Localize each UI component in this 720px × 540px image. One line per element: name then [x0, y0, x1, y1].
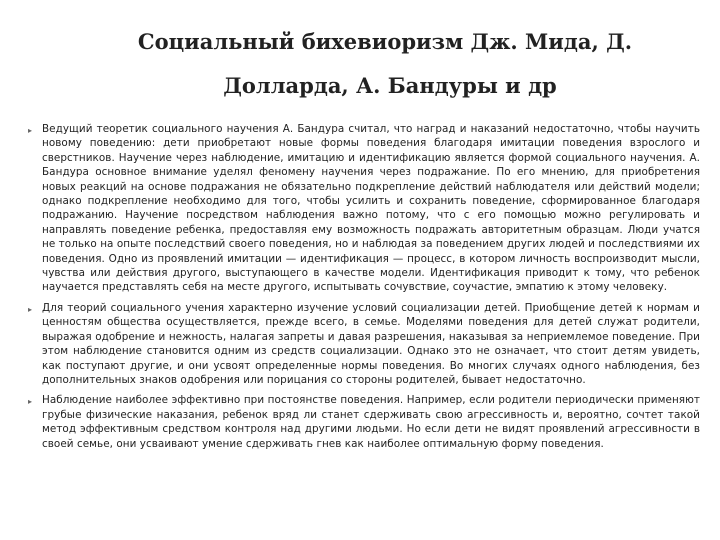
slide-title: [60, 20, 680, 108]
bullet-item: [28, 301, 700, 387]
bullet-item: [28, 122, 700, 295]
triangle-right-icon: ▸: [28, 126, 33, 135]
triangle-right-icon: ▸: [28, 397, 33, 407]
slide-title-line-2: Долларда, А. Бандуры и др: [223, 73, 557, 98]
bullet-text: Наблюдение наиболее эффективно при постоянстве поведения. Например, если родители периодически применяют грубые физические наказания, ребенок вряд ли станет сдерживать свою агрессивность и, вероятно, сочтет такой метод эффективным средством контроля над другими людьми. Но если дети не видят проявлений агрессивности в своей семье, они усваивают умение сдерживать гнев как наиболее оптимальную форму поведения.: [42, 394, 700, 450]
triangle-right-icon: ▸: [28, 304, 33, 314]
bullet-text: Ведущий теоретик социального научения А. Бандура считал, что наград и наказаний недостаточно, чтобы научить новому поведению: дети приобретают новые формы поведения благодаря имитации поведения взрослого и сверстников. Научение через наблюдение, имитацию и идентификацию является формой социального научения. А. Бандура основное внимание уделял феномену научения через подражание. По его мнению, для приобретения новых реакций на основе подражания не обязательно подкрепление действий наблюдателя или действий модели; однако подкрепление необходимо для того, чтобы усилить и сохранить поведение, сформированное благодаря подражанию. Научение посредством наблюдения важно потому, что с его помощью можно регулировать и направлять поведение ребенка, предоставляя ему возможность подражать авторитетным образцам. Люди учатся не только на опыте последствий своего поведения, но и наблюдая за поведением других людей и последствиями их поведения. Одно из проявлений имитации — идентификация — процесс, в котором личность воспроизводит мысли, чувства или действия другого, выступающего в качестве модели. Идентификация приводит к тому, что ребенок научается представлять себя на месте другого, испытывать сочувствие, соучастие, эмпатию к этому человеку.: [42, 123, 700, 294]
bullet-list: [28, 122, 700, 457]
slide-title-line-1: Социальный бихевиоризм Дж. Мида, Д.: [137, 29, 633, 54]
bullet-text: Для теорий социального учения характерно изучение условий социализации детей. Приобщение детей к нормам и ценностям общества осуществляется, прежде всего, в семье. Моделями поведения для детей служат родители, выражая одобрение и нежность, налагая запреты и давая разрешения, наказывая за неприемлемое поведение. При этом наблюдение становится одним из средств социализации. Однако это не означает, что стоит детям увидеть, как поступают другие, и они усвоят определенные нормы поведения. Во многих случаях одного наблюдения, без дополнительных знаков одобрения или порицания со стороны родителей, бывает недостаточно.: [42, 301, 700, 386]
bullet-item: [28, 393, 700, 451]
